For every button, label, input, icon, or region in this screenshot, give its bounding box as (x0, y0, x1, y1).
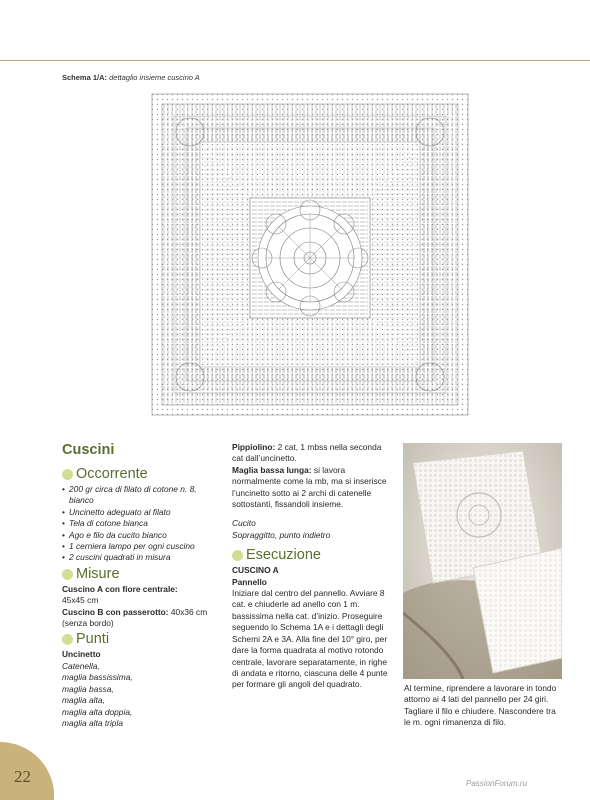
punti-item: maglia alta doppia, (62, 706, 133, 717)
mbl-text: si lavora normalmente come la mb, ma si inserisce l’uncinetto sotto ai 2 archi di catenelle sottostanti, fissandoli insieme. (232, 464, 387, 510)
materials-list (62, 484, 222, 564)
misure-b-label: Cuscino B con passerotto: (62, 606, 169, 617)
punti-item: Catenella, (62, 660, 100, 671)
punti-sub: Uncinetto (62, 649, 101, 660)
section-heading: Occorrente (76, 466, 148, 482)
punti-item: maglia bassa, (62, 683, 114, 694)
caption-label: Schema 1/A: (62, 73, 108, 82)
section-misure (62, 566, 222, 583)
misure-b-value: 40x36 cm (170, 606, 208, 617)
cucito-text: Sopraggitto, punto indietro (232, 529, 331, 540)
column-final (404, 683, 564, 729)
section-bullet-icon (62, 634, 73, 645)
section-occorrente (62, 466, 222, 483)
pippiolino-paragraph (232, 442, 392, 465)
section-punti (62, 631, 222, 648)
section-heading: Misure (76, 565, 120, 582)
misure-a-label: Cuscino A con fiore centrale: (62, 583, 178, 594)
crochet-chart-diagram (150, 92, 470, 417)
cucito-label: Cucito (232, 518, 256, 529)
list-item: • Uncinetto adeguato al filato (62, 507, 222, 518)
pillow-photo (403, 443, 562, 679)
punti-item: maglia alta, (62, 695, 105, 706)
final-text: Al termine, riprendere a lavorare in tondo attorno ai 4 lati del pannello per 24 giri. Tagliare il filo e chiudere. Nascondere tra le m. ogni rimanenza di filo. (404, 683, 557, 728)
list-item: • Ago e filo da cucito bianco (62, 530, 222, 541)
list-item: • Tela di cotone bianca (62, 518, 222, 529)
section-bullet-icon (232, 550, 243, 561)
header-rule (0, 60, 590, 61)
misure-b-note: (senza bordo) (62, 618, 114, 629)
section-esecuzione (232, 547, 392, 564)
punti-item: maglia bassissima, (62, 672, 133, 683)
column-instructions (232, 442, 392, 691)
esecuzione-sub1: CUSCINO A (232, 565, 279, 576)
caption-text: dettaglio insieme cuscino A (107, 73, 200, 82)
list-item: • 2 cuscini quadrati in misura (62, 552, 222, 563)
punti-item: maglia alta tripla (62, 717, 123, 728)
page-number: 22 (14, 767, 31, 786)
esecuzione-sub2: Pannello (232, 576, 267, 587)
esecuzione-text: Iniziare dal centro del pannello. Avviare 8 cat. e chiuderle ad anello con 1 m. bassissima nella cat. d’inizio. Proseguire seguendo lo Schema 1A e i dettagli degli Schemi 2A e 3A. Alla fine del 10° giro, per dare la forma quadrata al motivo rotondo centrale, lavorare separatamente, in righe di andata e ritorno, ciascuna delle 4 punte per formare gli angoli del quadrato. (232, 588, 388, 690)
misure-b (62, 607, 222, 618)
list-item: • 1 cerniera lampo per ogni cuscino (62, 541, 222, 552)
column-materials (62, 442, 222, 729)
mbl-label: Maglia bassa lunga: (232, 464, 312, 475)
figure-caption (62, 73, 200, 82)
watermark: PassionForum.ru (466, 779, 527, 788)
article-title: Cuscini (62, 442, 115, 458)
list-item: • 200 gr circa di filato di cotone n. 8, bianco (62, 484, 222, 507)
pippiolino-text: 2 cat, 1 mbss nella seconda cat dall’uncinetto. (232, 442, 382, 464)
section-bullet-icon (62, 469, 73, 480)
section-heading: Punti (76, 631, 110, 648)
pippiolino-label: Pippiolino: (232, 442, 276, 452)
misure-a-value: 45x45 cm (62, 595, 99, 606)
section-bullet-icon (62, 569, 73, 580)
maglia-bassa-lunga-paragraph (232, 465, 392, 511)
section-heading: Esecuzione (246, 547, 321, 564)
